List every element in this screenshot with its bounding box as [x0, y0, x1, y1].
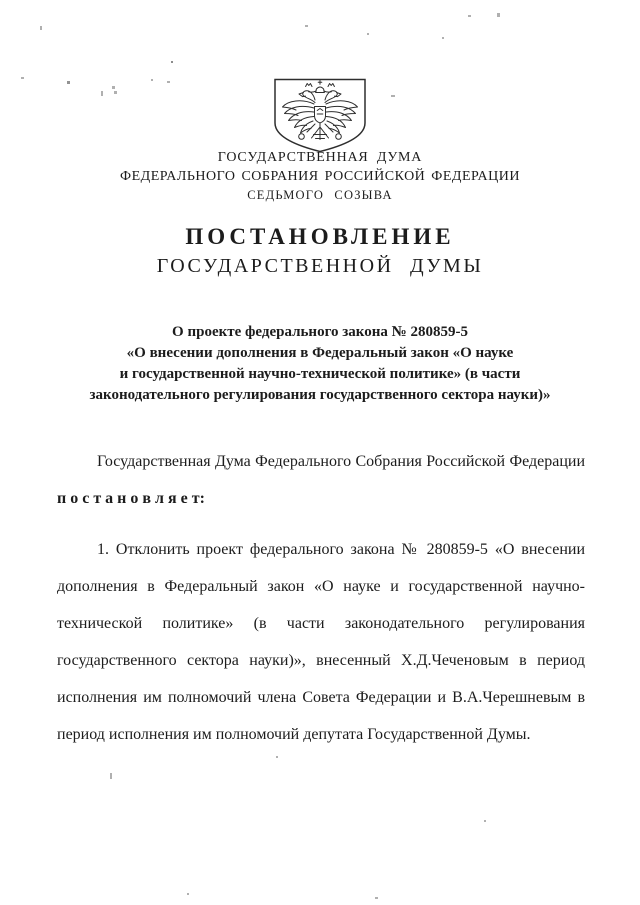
scan-speck — [151, 79, 153, 81]
subject-line: и государственной научно-технической политике» (в части — [119, 366, 521, 382]
scan-speck — [167, 81, 170, 83]
letterhead-org-name: ГОСУДАРСТВЕННАЯ ДУМА — [217, 150, 423, 165]
letterhead-convocation: СЕДЬМОГО СОЗЫВА — [247, 188, 393, 202]
resolution-intro-paragraph — [57, 443, 585, 517]
scan-speck — [171, 61, 173, 63]
scan-speck — [187, 893, 189, 895]
document-body — [57, 443, 585, 753]
intro-text: Государственная Дума Федерального Собрания Российской Федерации — [97, 453, 585, 470]
scan-speck — [391, 95, 395, 97]
subject-line: О проекте федерального закона № 280859-5 — [172, 324, 468, 340]
scan-speck — [497, 13, 500, 17]
scan-speck — [276, 756, 278, 758]
scan-speck — [375, 897, 378, 899]
scan-speck — [110, 773, 112, 779]
document-title-type: ПОСТАНОВЛЕНИЕ — [185, 224, 455, 249]
double-headed-eagle-icon — [272, 77, 368, 155]
scan-speck — [468, 15, 471, 17]
document-subject — [20, 322, 620, 406]
scan-speck — [367, 33, 369, 35]
letterhead — [0, 149, 640, 205]
intro-emphasis-text: п о с т а н о в л я е т: — [57, 490, 205, 507]
scan-speck — [112, 86, 115, 89]
scan-speck — [40, 26, 42, 30]
scan-speck — [21, 77, 24, 79]
scan-speck — [484, 820, 486, 822]
document-title — [0, 224, 640, 279]
scan-speck — [114, 91, 117, 94]
scan-speck — [67, 81, 70, 84]
resolution-item-1: 1. Отклонить проект федерального закона № 280859-5 «О внесении дополнения в Федеральный закон «О науке и государственной научно-технической политике» (в части законодательного регулирования государственного сектора науки)», внесенный Х.Д.Чеченовым в период исполнения им полномочий члена Совета Федерации и В.А.Черешневым в период исполнения им полномочий депутата Государственной Думы. — [57, 541, 585, 743]
scan-speck — [101, 91, 103, 96]
document-title-issuer: ГОСУДАРСТВЕННОЙ ДУМЫ — [156, 255, 484, 277]
letterhead-org-parent: ФЕДЕРАЛЬНОГО СОБРАНИЯ РОССИЙСКОЙ ФЕДЕРАЦИИ — [120, 168, 520, 184]
scan-speck — [305, 25, 308, 27]
russia-coat-of-arms-icon — [272, 77, 368, 155]
scan-speck — [442, 37, 444, 39]
subject-line: «О внесении дополнения в Федеральный закон «О науке — [126, 345, 514, 361]
subject-line: законодательного регулирования государственного сектора науки)» — [89, 387, 551, 403]
